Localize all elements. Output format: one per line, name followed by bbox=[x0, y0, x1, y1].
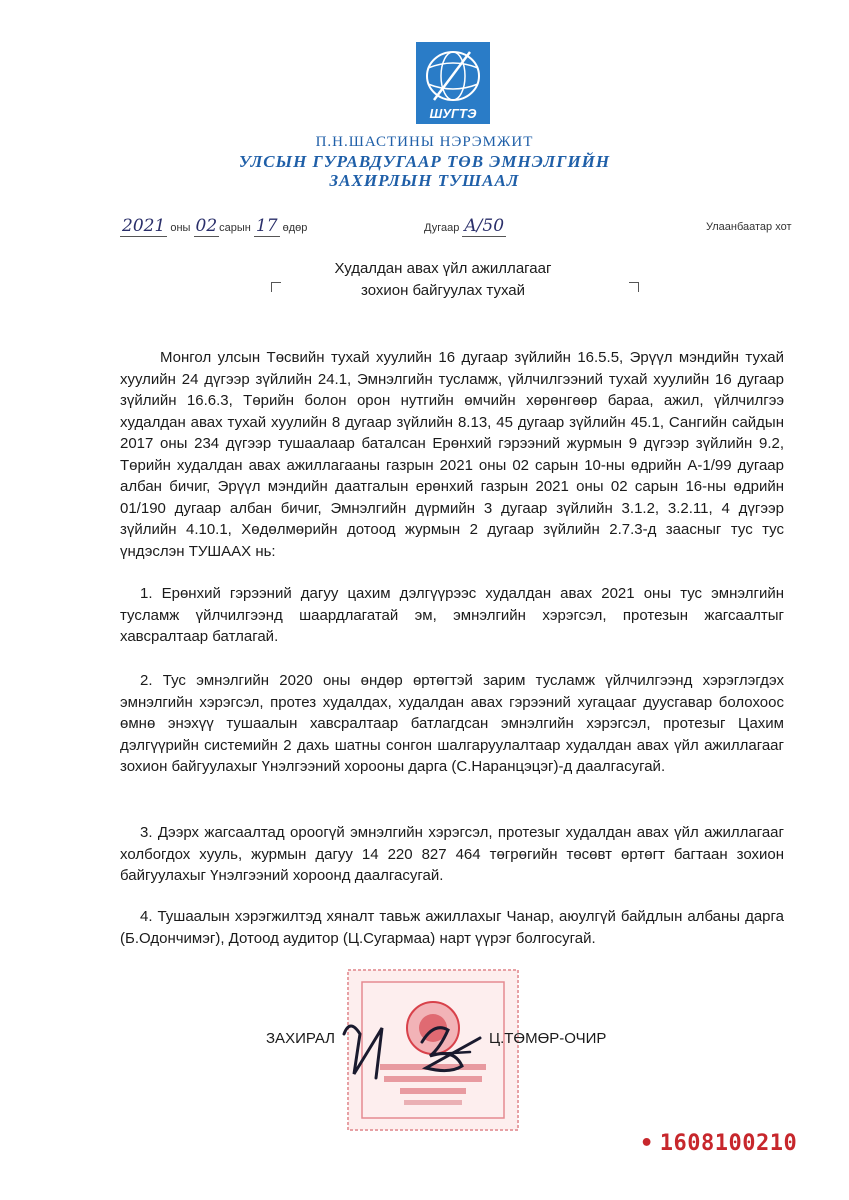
serial-dot: • bbox=[640, 1131, 654, 1156]
order-year: 2021 bbox=[122, 216, 166, 236]
handwritten-signature-icon bbox=[330, 1008, 510, 1088]
year-label: оны bbox=[170, 222, 191, 234]
signatory-name: Ц.ТӨМӨР-ОЧИР bbox=[489, 1030, 607, 1047]
order-date bbox=[120, 216, 307, 236]
day-label: өдөр bbox=[282, 222, 308, 234]
signatory-title: ЗАХИРАЛ bbox=[266, 1030, 336, 1047]
serial-value: 1608100210 bbox=[659, 1131, 798, 1156]
document-type-title: ЗАХИРЛЫН ТУШААЛ bbox=[329, 171, 520, 190]
month-label: сарын bbox=[219, 222, 251, 234]
intro-paragraph: Монгол улсын Төсвийн тухай хуулийн 16 дугаар зүйлийн 16.5.5, Эрүүл мэндийн тухай хуулийн 24 дүгээр зүйлийн 24.1, Эмнэлгийн тусламж, үйлчилгээний тухай хуулийн 16 дугаар зүйлийн 16.6.3, Төрийн болон орон нутгийн өмчийн хөрөнгөөр бараа, ажил, үйлчилгээ худалдан авах тухай хуулийн 8 дугаар зүйлийн 8.13, 45 дугаар зүйлийн 45.1, Сангийн сайдын 2017 оны 234 дүгээр тушаалаар баталсан Ерөнхий гэрээний журмын 9 дүгээр зүйлийн 9.2, Төрийн худалдан авах ажиллагааны газрын 2021 оны 02 сарын 10-ны өдрийн А-1/99 дугаар албан бичиг, Эрүүл мэндийн даатгалын ерөнхий газрын 2021 оны 02 сарын 16-ны өдрийн 01/190 дугаар албан бичиг, Эмнэлгийн дүрмийн 3 дугаар зүйлийн 3.1.2, 3.2.11, 4 дүгээр зүйлийн 4.10.1, Хөдөлмөрийн дотоод журмын 2 дугаар зүйлийн 2.7.3-д заасныг тус тус үндэслэн ТУШААХ нь: bbox=[120, 349, 784, 560]
order-day: 17 bbox=[255, 216, 278, 236]
document-serial-number bbox=[640, 1131, 797, 1156]
order-item-2: 2. Тус эмнэлгийн 2020 оны өндөр өртөгтэй зарим тусламж үйлчилгээнд хэрэглэгдэх эмнэлгийн хэрэгсэл, протез худалдах, худалдан авах гэрээний хугацааг дуусгавар болохоос өмнө энэхүү тушаалын хавсралтаар батлагдсан эмнэлгийн хэрэгсэл, протезыг Цахим дэлгүүрийн системийн 2 дахь шатны сонгон шалгаруулалтаар худалдан авах үйл ажиллагааг зохион байгуулахыг Үнэлгээний хорооны дарга (С.Наранцэцэг)-д даалгасугай. bbox=[120, 672, 784, 775]
order-item-1: 1. Ерөнхий гэрээний дагуу цахим дэлгүүрээс худалдан авах 2021 оны тус эмнэлгийн тусламж үйлчилгээнд шаардлагатай эм, эмнэлгийн хэрэгсэл, протезын жагсаалтыг хавсралтаар батлагай. bbox=[120, 585, 784, 645]
logo-text: ШУГТЭ bbox=[429, 106, 477, 121]
organization-name-line-2: УЛСЫН ГУРАВДУГААР ТӨВ ЭМНЭЛГИЙН bbox=[238, 152, 611, 171]
subject-bracket-left bbox=[271, 282, 281, 292]
organization-logo bbox=[416, 42, 490, 124]
order-item-4: 4. Тушаалын хэрэгжилтэд хяналт тавьж ажиллахыг Чанар, аюулгүй байдлын албаны дарга (Б.Одончимэг), Дотоод аудитор (Ц.Сугармаа) нарт үүрэг болгосугай. bbox=[120, 908, 784, 947]
order-month: 02 bbox=[195, 216, 218, 236]
order-number bbox=[424, 216, 506, 236]
globe-logo-icon bbox=[416, 42, 490, 124]
subject-bracket-right bbox=[629, 282, 639, 292]
organization-name-line-1: П.Н.ШАСТИНЫ НЭРЭМЖИТ bbox=[315, 134, 534, 150]
subject-line-2: зохион байгуулах тухай bbox=[360, 282, 526, 299]
subject-line-1: Худалдан авах үйл ажиллагааг bbox=[334, 260, 552, 277]
order-number-value: A/50 bbox=[464, 216, 505, 236]
number-label: Дугаар bbox=[424, 222, 460, 234]
city-name: Улаанбаатар хот bbox=[706, 221, 792, 233]
order-item-3: 3. Дээрх жагсаалтад ороогүй эмнэлгийн хэрэгсэл, протезыг худалдан авах үйл ажиллагааг холбогдох хууль, журмын дагуу 14 220 827 464 төгрөгийн төсөвт өртөгт багтаан зохион байгуулахыг Үнэлгээний хороонд даалгасугай. bbox=[120, 824, 784, 884]
order-subject bbox=[300, 258, 586, 302]
